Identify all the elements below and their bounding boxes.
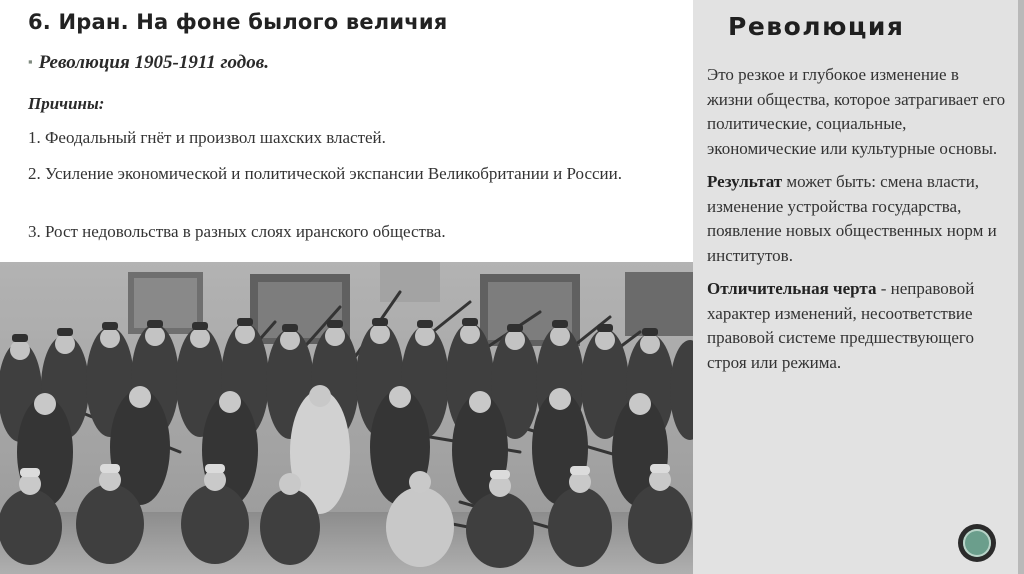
result-text: может быть: смена власти, изменение устройства государства, появление новых общественных норм и институтов. [707,172,997,265]
slide-nav-button[interactable] [958,524,996,562]
definition-paragraph: Это резкое и глубокое изменение в жизни общества, которое затрагивает его политические, социальные, экономические или культурные основы. [707,65,1006,158]
cause-item: 2. Усиление экономической и политической экспансии Великобритании и России. [28,164,623,183]
circle-icon [963,529,991,557]
feature-text: - неправовой характер изменений, несоответствие правовой системе предшествующего строя или режима. [707,279,975,372]
bullet-icon: ▪ [28,54,33,69]
result-paragraph [707,170,1007,268]
feature-paragraph [707,277,1007,375]
cause-item: 3. Рост недовольства в разных слоях иранского общества. [28,222,446,241]
result-term: Результат [707,172,783,191]
definition-text [707,63,1007,384]
edge-strip [1018,0,1024,574]
subtitle-text: Революция 1905-1911 годов. [38,52,269,73]
cause-item: 1. Феодальный гнёт и произвол шахских властей. [28,128,386,147]
slide-title: 6. Иран. На фоне былого величия [28,10,448,34]
definition-heading: Революция [728,12,905,41]
definition-panel [693,0,1024,574]
causes-label: Причины: [28,94,105,113]
revolutionaries-photo [0,262,693,574]
subtitle [28,52,269,74]
feature-term: Отличительная черта [707,279,877,298]
